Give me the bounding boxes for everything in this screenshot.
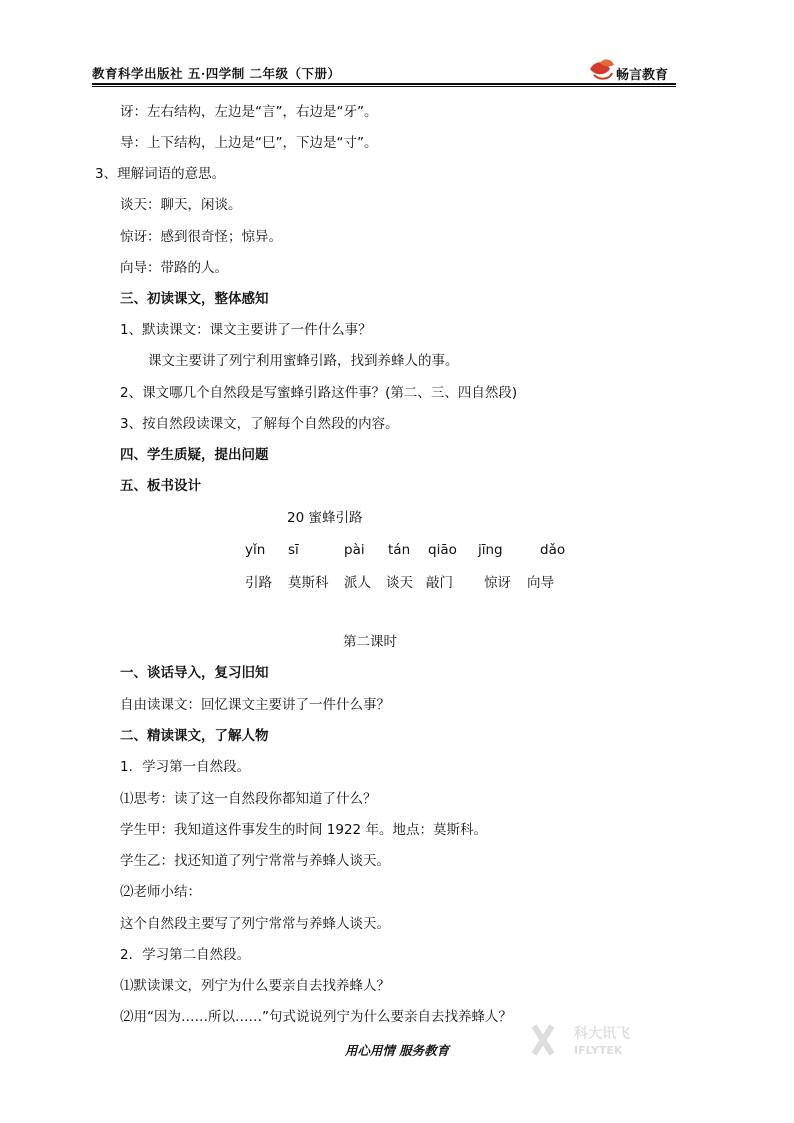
section-heading: 一、谈话导入，复习旧知 — [120, 665, 269, 681]
text-line: 惊讶：感到很奇怪；惊异。 — [120, 229, 282, 245]
text-line: 导：上下结构，上边是“巳”，下边是“寸”。 — [120, 135, 378, 151]
lesson-title: 第二课时 — [343, 634, 397, 650]
text-line: 课文主要讲了列宁利用蜜蜂引路，找到养蜂人的事。 — [148, 353, 459, 369]
text-line: 3、理解词语的意思。 — [95, 166, 226, 182]
header-rule — [92, 83, 676, 85]
section-heading: 五、板书设计 — [120, 478, 201, 494]
watermark-en: IFLYTEK — [574, 1044, 623, 1057]
watermark-cn: 科大讯飞 — [574, 1026, 630, 1042]
board-word: 向导 — [527, 575, 554, 591]
text-line: 自由读课文：回忆课文主要讲了一件什么事？ — [120, 697, 390, 713]
board-title: 20 蜜蜂引路 — [287, 510, 363, 526]
section-heading: 二、精读课文，了解人物 — [120, 728, 269, 744]
pinyin: pài — [344, 542, 365, 558]
pinyin: sī — [288, 542, 299, 558]
text-line: 向导：带路的人。 — [120, 260, 228, 276]
pinyin: dǎo — [540, 542, 566, 558]
text-line: ⑴默读课文，列宁为什么要亲自去找养蜂人？ — [120, 978, 390, 994]
text-line: 这个自然段主要写了列宁常常与养蜂人谈天。 — [120, 916, 390, 932]
text-line: 学生乙：找还知道了列宁常常与养蜂人谈天。 — [120, 853, 390, 869]
text-line: 讶：左右结构，左边是“言”，右边是“牙”。 — [120, 104, 378, 120]
text-line: ⑵老师小结： — [120, 884, 201, 900]
pinyin: yǐn — [245, 542, 266, 558]
board-word: 敲门 — [426, 575, 453, 591]
section-heading: 三、初读课文，整体感知 — [120, 291, 269, 307]
header-publisher: 教育科学出版社 五·四学制 二年级（下册） — [92, 66, 341, 81]
footer-slogan: 用心用情 服务教育 — [344, 1043, 450, 1058]
section-heading: 四、学生质疑，提出问题 — [120, 447, 269, 463]
pinyin: qiāo — [428, 542, 457, 558]
text-line: ⑴思考：读了这一自然段你都知道了什么？ — [120, 791, 377, 807]
text-line: 谈天：聊天，闲谈。 — [120, 197, 242, 213]
text-line: 3、按自然段读课文，了解每个自然段的内容。 — [120, 416, 399, 432]
text-line: 2、课文哪几个自然段是写蜜蜂引路这件事？(第二、三、四自然段) — [120, 385, 518, 401]
board-word: 引路 — [245, 575, 272, 591]
board-word: 派人 — [344, 575, 371, 591]
brand-name: 畅言教育 — [616, 68, 669, 83]
board-word: 惊讶 — [484, 575, 511, 591]
pinyin: jīng — [478, 542, 503, 558]
board-word: 莫斯科 — [288, 575, 329, 591]
text-line: 1．学习第一自然段。 — [120, 759, 251, 775]
board-word: 谈天 — [386, 575, 413, 591]
pinyin: tán — [388, 542, 411, 558]
header-rule-thin — [92, 86, 676, 87]
text-line: 1、默读课文：课文主要讲了一件什么事？ — [120, 322, 372, 338]
text-line: ⑵用“因为……所以……”句式说说列宁为什么要亲自去找养蜂人？ — [120, 1009, 512, 1025]
text-line: 2．学习第二自然段。 — [120, 947, 251, 963]
text-line: 学生甲：我知道这件事发生的时间 1922 年。地点：莫斯科。 — [120, 822, 487, 838]
